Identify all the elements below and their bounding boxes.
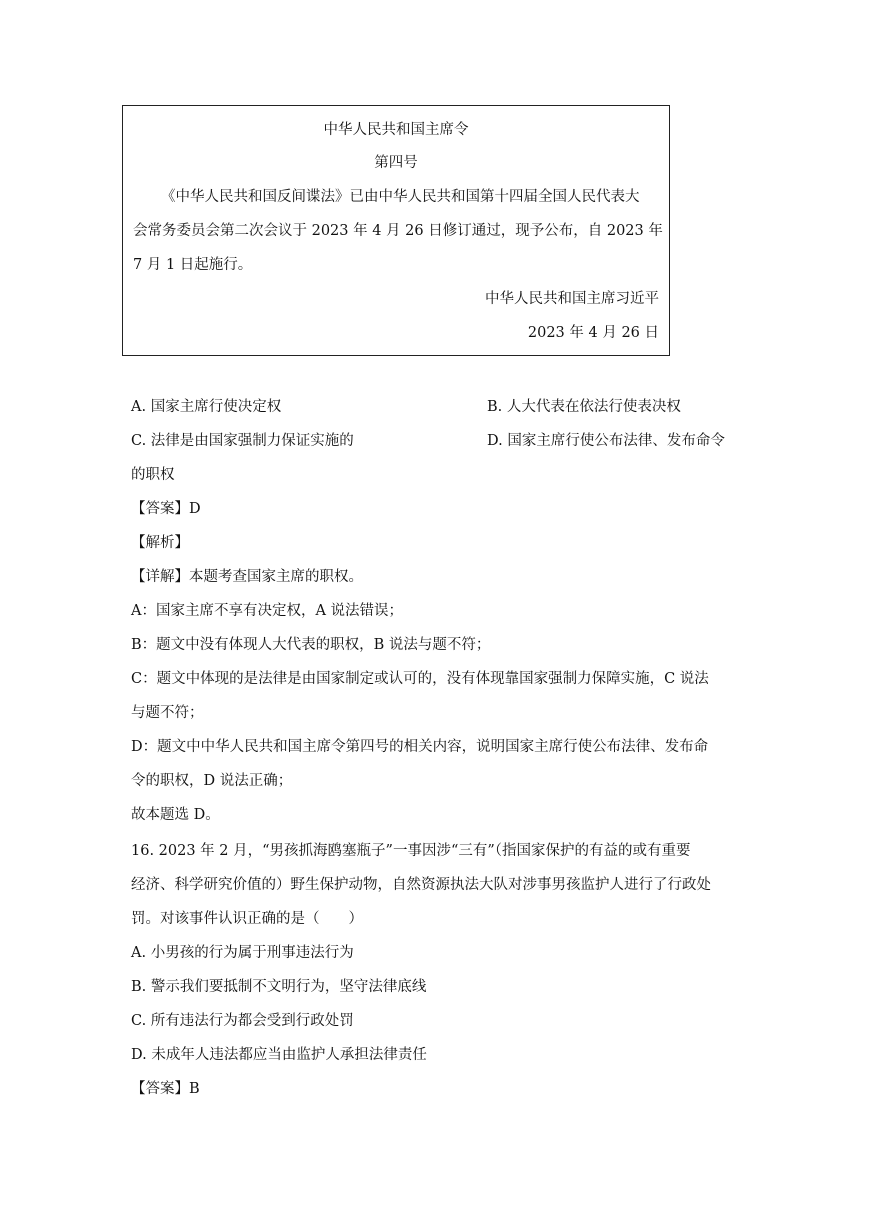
q16-option-a: A. 小男孩的行为属于刑事违法行为 xyxy=(131,945,354,961)
q15-detail: 【详解】本题考查国家主席的职权。 xyxy=(131,569,363,585)
q15-explain-d-line-1: D：题文中中华人民共和国主席令第四号的相关内容，说明国家主席行使公布法律、发布命 xyxy=(131,739,709,755)
q16-option-b: B. 警示我们要抵制不文明行为，坚守法律底线 xyxy=(131,979,427,995)
q15-option-d-cont: 的职权 xyxy=(131,467,175,483)
decree-date: 2023 年 4 月 26 日 xyxy=(527,325,659,341)
q15-explain-a: A：国家主席不享有决定权，A 说法错误； xyxy=(131,603,404,619)
q15-option-d: D. 国家主席行使公布法律、发布命令 xyxy=(487,433,725,449)
q16-stem-line-1: 16. 2023 年 2 月，“男孩抓海鸥塞瓶子”一事因涉“三有”（指国家保护的有益的或有重要 xyxy=(131,843,691,859)
q16-option-c: C. 所有违法行为都会受到行政处罚 xyxy=(131,1013,354,1029)
q15-analysis-heading: 【解析】 xyxy=(131,535,189,551)
q15-option-a: A. 国家主席行使决定权 xyxy=(131,399,282,415)
decree-box xyxy=(122,105,670,356)
q15-explain-c-line-2: 与题不符； xyxy=(131,705,204,721)
decree-body-line-1: 《中华人民共和国反间谍法》已由中华人民共和国第十四届全国人民代表大 xyxy=(161,189,640,205)
q15-conclusion: 故本题选 D。 xyxy=(131,807,220,823)
q15-answer: 【答案】D xyxy=(131,501,201,517)
q15-explain-c-line-1: C：题文中体现的是法律是由国家制定或认可的，没有体现靠国家强制力保障实施，C 说法 xyxy=(131,671,709,687)
q16-answer: 【答案】B xyxy=(131,1081,200,1097)
q16-option-d: D. 未成年人违法都应当由监护人承担法律责任 xyxy=(131,1047,427,1063)
q16-stem-line-3: 罚。对该事件认识正确的是（ ） xyxy=(131,911,363,927)
q16-stem-line-2: 经济、科学研究价值的）野生保护动物，自然资源执法大队对涉事男孩监护人进行了行政处 xyxy=(131,877,711,893)
q15-explain-b: B：题文中没有体现人大代表的职权，B 说法与题不符； xyxy=(131,637,491,653)
decree-signature: 中华人民共和国主席习近平 xyxy=(485,291,659,307)
decree-number: 第四号 xyxy=(374,155,418,171)
q15-explain-d-line-2: 令的职权，D 说法正确； xyxy=(131,773,293,789)
q15-option-b: B. 人大代表在依法行使表决权 xyxy=(487,399,681,415)
decree-body-line-2: 会常务委员会第二次会议于 2023 年 4 月 26 日修订通过，现予公布，自 2023 年 xyxy=(133,223,663,239)
decree-title: 中华人民共和国主席令 xyxy=(323,122,469,138)
q15-option-c: C. 法律是由国家强制力保证实施的 xyxy=(131,433,354,449)
decree-body-line-3: 7 月 1 日起施行。 xyxy=(133,257,253,273)
